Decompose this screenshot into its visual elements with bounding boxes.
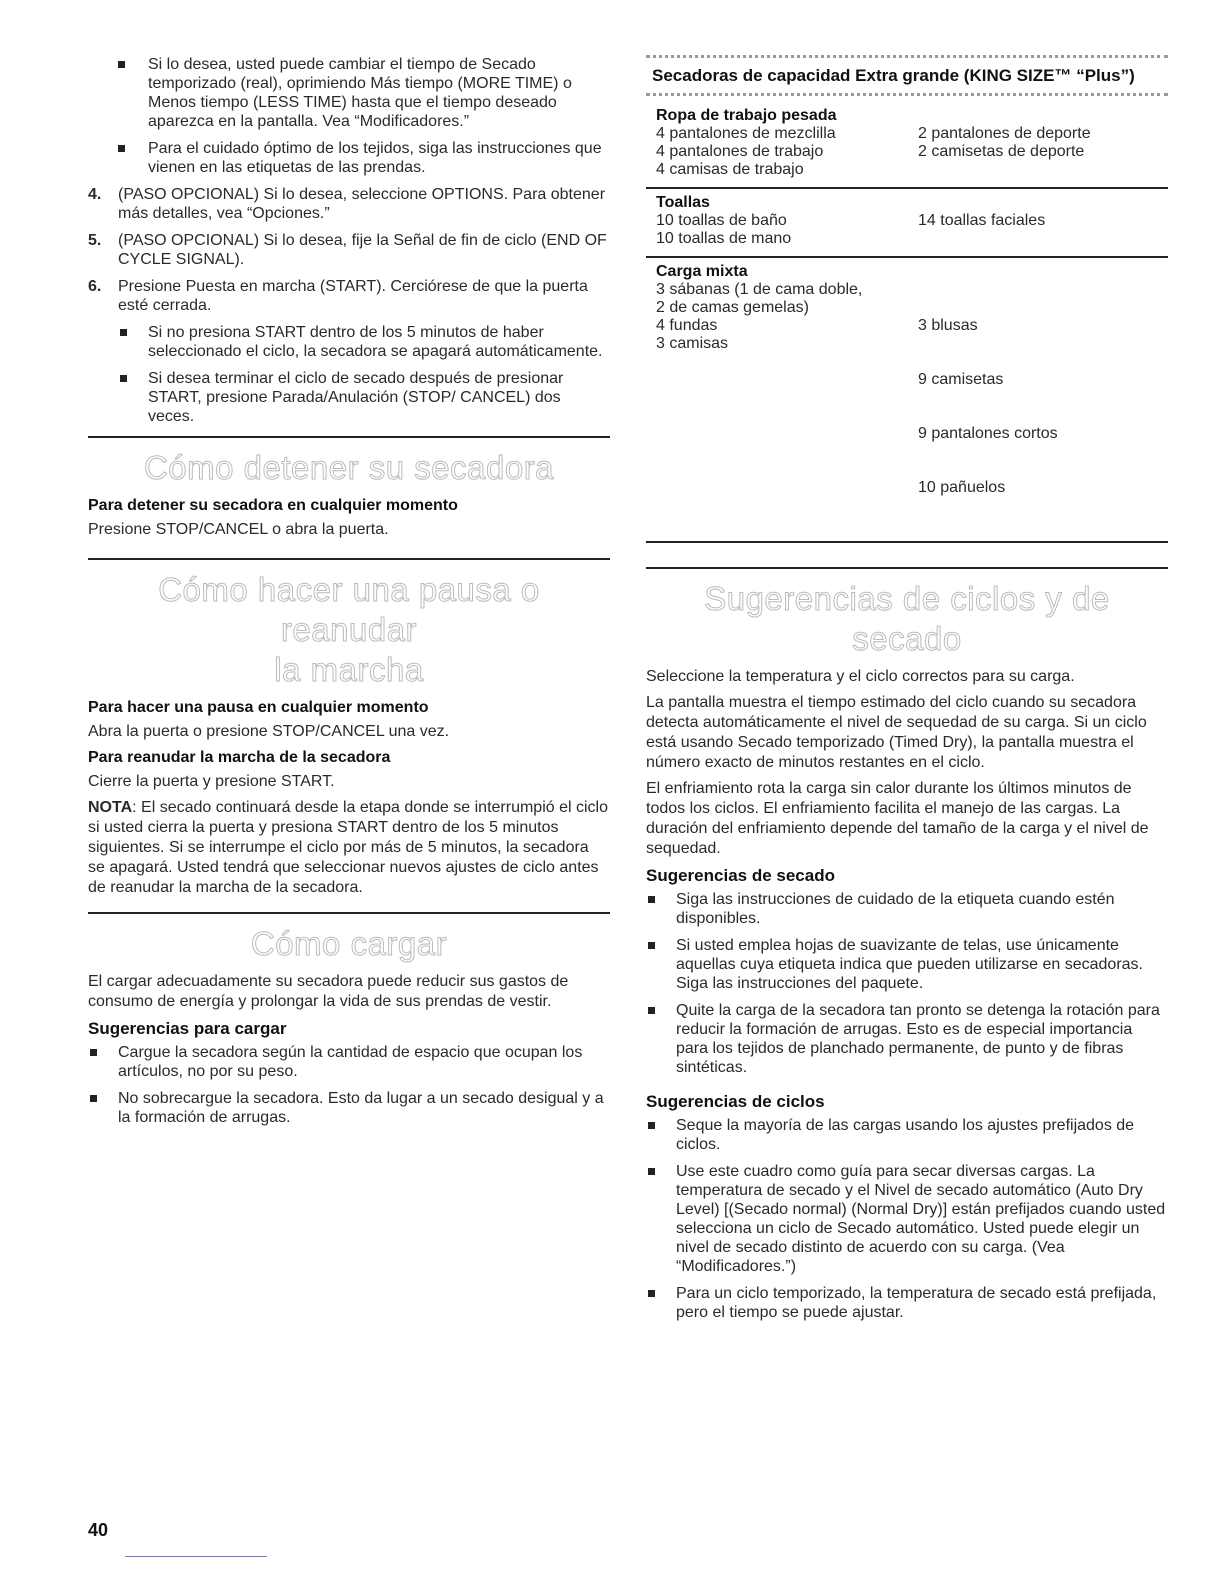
table-cell: 3 sábanas (1 de cama doble, <box>656 281 863 298</box>
table-cell: 2 pantalones de deporte <box>918 125 1091 142</box>
step-text: (PASO OPCIONAL) Si lo desea, fije la Señal de fin de ciclo (END OF CYCLE SIGNAL). <box>118 232 607 268</box>
section-divider <box>88 558 610 560</box>
pause-text: Abra la puerta o presione STOP/CANCEL una vez. <box>88 723 450 740</box>
list-item: Si lo desea, usted puede cambiar el tiempo de Secado temporizado (real), oprimiendo Más tiempo (MORE TIME) o Menos tiempo (LESS TIME) hasta que el tiempo deseado aparezca en la pantalla. Vea “Modificadores.” <box>88 55 610 131</box>
step-bullet-list <box>118 323 610 426</box>
table-section <box>646 102 1168 187</box>
step-number: 5. <box>88 232 102 249</box>
resume-text: Cierre la puerta y presione START. <box>88 773 335 790</box>
step-item <box>88 277 610 426</box>
table-cell: 4 fundas <box>656 317 718 334</box>
load-table <box>646 96 1168 543</box>
load-subhead: Sugerencias para cargar <box>88 1019 287 1038</box>
table-section-columns <box>646 125 1168 179</box>
right-column <box>646 55 1168 1330</box>
step-item <box>88 185 610 223</box>
load-intro: El cargar adecuadamente su secadora puede reducir sus gastos de consumo de energía y prolongar la vida de sus prendas de vestir. <box>88 973 569 1010</box>
list-item: No sobrecargue la secadora. Esto da lugar a un secado desigual y a la formación de arrugas. <box>88 1089 610 1127</box>
table-section-head: Ropa de trabajo pesada <box>656 107 837 124</box>
table-cell: 3 camisas <box>656 335 729 352</box>
table-section-columns <box>646 281 1168 533</box>
tips-paragraph: Seleccione la temperatura y el ciclo correctos para su carga. <box>646 668 1075 685</box>
intro-bullet-list <box>88 55 610 177</box>
step-item <box>88 231 610 269</box>
table-col-right <box>918 281 1058 533</box>
note-label: NOTA <box>88 799 133 816</box>
left-column <box>88 55 610 1135</box>
table-cell: 3 blusas <box>918 317 978 334</box>
table-cell: 4 pantalones de trabajo <box>656 143 824 160</box>
tips-paragraph: El enfriamiento rota la carga sin calor durante los últimos minutos de todos los ciclos. El enfriamiento facilita el manejo de las cargas. La duración del enfriamiento depende del tamaño de la carga y el nivel de sequedad. <box>646 780 1149 857</box>
load-table-title: Secadoras de capacidad Extra grande (KING SIZE™ “Plus”) <box>652 66 1135 85</box>
table-cell: 10 toallas de mano <box>656 230 792 247</box>
section-divider <box>88 436 610 438</box>
table-col-left <box>646 281 918 533</box>
load-bullet-list <box>88 1043 610 1127</box>
cycles-subhead: Sugerencias de ciclos <box>646 1092 825 1111</box>
list-item: Cargue la secadora según la cantidad de espacio que ocupan los artículos, no por su peso. <box>88 1043 610 1081</box>
table-cell: 10 toallas de baño <box>656 212 787 229</box>
table-section <box>646 187 1168 256</box>
section-title-tips: Sugerencias de ciclos y de secado <box>704 580 1110 657</box>
table-col-left <box>646 125 918 179</box>
resume-subhead: Para reanudar la marcha de la secadora <box>88 749 391 766</box>
note-text: : El secado continuará desde la etapa donde se interrumpió el ciclo si usted cierra la puerta y presiona START dentro de los 5 minutos siguientes. Si se interrumpe el ciclo por más de 5 minutos, la secadora se apagará. Usted tendrá que seleccionar nuevos ajustes de ciclo antes de reanudar la marcha de la secadora. <box>88 799 608 896</box>
cycles-bullet-list <box>646 1116 1168 1322</box>
list-item: Si desea terminar el ciclo de secado después de presionar START, presione Parada/Anulación (STOP/ CANCEL) dos veces. <box>118 369 610 426</box>
list-item: Para un ciclo temporizado, la temperatura de secado está prefijada, pero el tiempo se puede ajustar. <box>646 1284 1168 1322</box>
step-text: (PASO OPCIONAL) Si lo desea, seleccione OPTIONS. Para obtener más detalles, vea “Opciones.” <box>118 186 606 222</box>
table-section-head: Carga mixta <box>656 263 748 280</box>
list-item: Quite la carga de la secadora tan pronto se detenga la rotación para reducir la formación de arrugas. Esto es de especial importancia para los tejidos de planchado permanente, de punto y de fibras sintéticas. <box>646 1001 1168 1077</box>
list-item: Use este cuadro como guía para secar diversas cargas. La temperatura de secado y el Nivel de secado automático (Auto Dry Level) [(Secado normal) (Normal Dry)] están prefijados cuando usted selecciona un ciclo de Secado automático. Usted puede elegir un nivel de secado distinto de acuerdo con su carga. (Vea “Modificadores.”) <box>646 1162 1168 1276</box>
table-cell: 10 pañuelos <box>918 479 1006 496</box>
section-title-pause-line2: la marcha <box>274 651 424 688</box>
step-number: 4. <box>88 186 102 203</box>
table-col-right <box>918 212 1045 248</box>
step-text: Presione Puesta en marcha (START). Cerciórese de que la puerta esté cerrada. <box>118 278 588 314</box>
footer-line <box>125 1556 267 1557</box>
section-title-pause-line1: Cómo hacer una pausa o reanudar <box>158 571 540 648</box>
list-item: Si no presiona START dentro de los 5 minutos de haber seleccionado el ciclo, la secadora se apagará automáticamente. <box>118 323 610 361</box>
stop-text: Presione STOP/CANCEL o abra la puerta. <box>88 521 389 538</box>
section-divider <box>646 567 1168 569</box>
table-cell: 2 camisetas de deporte <box>918 143 1085 160</box>
list-item: Si usted emplea hojas de suavizante de telas, use únicamente aquellas cuya etiqueta indica que pueden utilizarse en secadoras. Siga las instrucciones del paquete. <box>646 936 1168 993</box>
section-divider <box>88 912 610 914</box>
table-cell: 4 pantalones de mezclilla <box>656 125 836 142</box>
section-title-stop: Cómo detener su secadora <box>143 449 555 486</box>
pause-subhead: Para hacer una pausa en cualquier momento <box>88 699 429 716</box>
table-section-columns <box>646 212 1168 248</box>
spacer <box>646 543 1168 567</box>
table-cell: 14 toallas faciales <box>918 212 1046 229</box>
tips-paragraph: La pantalla muestra el tiempo estimado del ciclo cuando su secadora detecta automáticamente el nivel de sequedad de su carga. Si un ciclo está usando Secado temporizado (Timed Dry), la pantalla muestra el número exacto de minutos restantes en el ciclo. <box>646 694 1147 771</box>
table-section <box>646 256 1168 541</box>
list-item: Seque la mayoría de las cargas usando los ajustes prefijados de ciclos. <box>646 1116 1168 1154</box>
note-paragraph <box>88 798 610 898</box>
stop-subhead: Para detener su secadora en cualquier momento <box>88 497 458 514</box>
table-col-left <box>646 212 918 248</box>
drying-bullet-list <box>646 890 1168 1077</box>
drying-subhead: Sugerencias de secado <box>646 866 835 885</box>
table-cell: 2 de camas gemelas) <box>656 299 809 316</box>
page-number: 40 <box>88 1520 109 1540</box>
table-cell: 4 camisas de trabajo <box>656 161 804 178</box>
table-cell: 9 pantalones cortos <box>918 425 1058 442</box>
step-list <box>88 185 610 426</box>
table-col-right <box>918 125 1091 179</box>
list-item: Siga las instrucciones de cuidado de la etiqueta cuando estén disponibles. <box>646 890 1168 928</box>
table-section-head: Toallas <box>656 194 710 211</box>
table-cell: 9 camisetas <box>918 371 1004 388</box>
step-number: 6. <box>88 278 102 295</box>
list-item: Para el cuidado óptimo de los tejidos, siga las instrucciones que vienen en las etiquetas de las prendas. <box>88 139 610 177</box>
section-title-load: Cómo cargar <box>250 925 448 962</box>
